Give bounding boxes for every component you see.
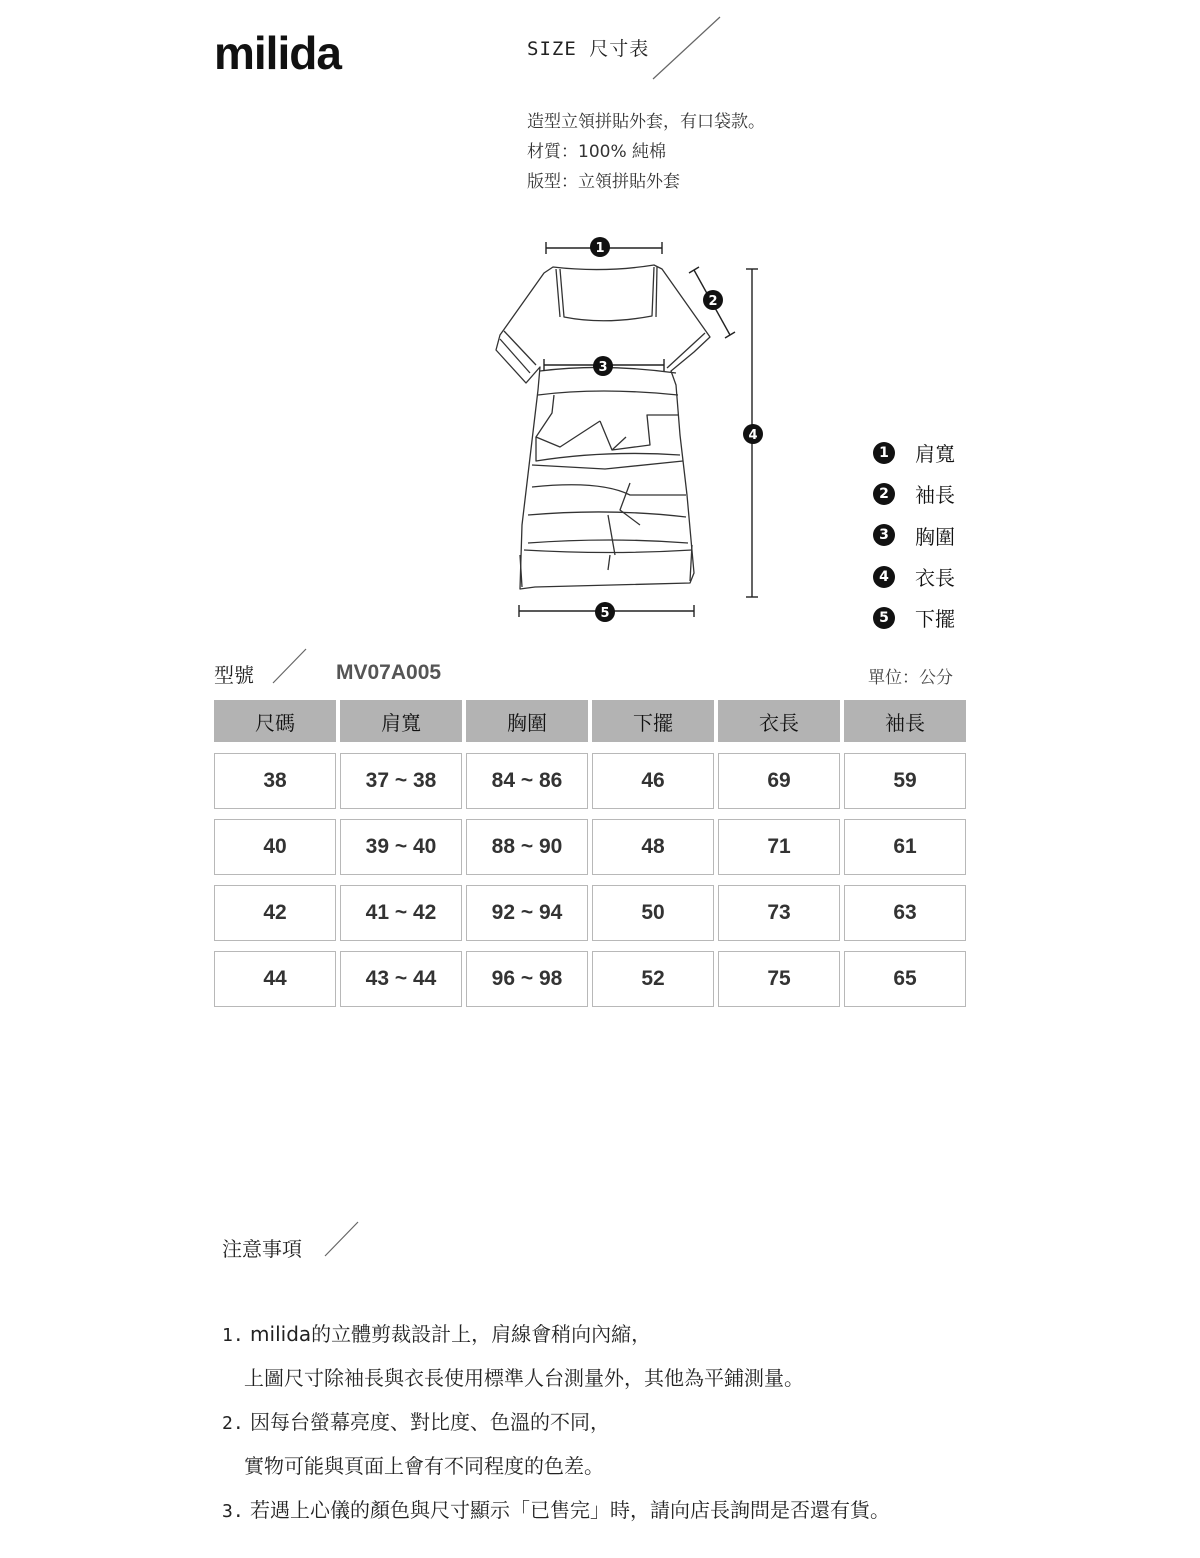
legend-label: 衣長: [915, 566, 955, 591]
svg-text:3: 3: [598, 360, 608, 375]
notes-title: 注意事項: [222, 1237, 302, 1261]
size-table: [214, 700, 966, 1010]
table-cell: 42: [214, 885, 336, 941]
table-cell: 71: [718, 819, 840, 875]
table-cell: 48: [592, 819, 714, 875]
table-cell: 88 ~ 90: [466, 819, 588, 875]
table-cell: 46: [592, 753, 714, 809]
model-code: MV07A005: [336, 661, 442, 684]
legend-item: [873, 432, 955, 473]
title-slash-divider: [650, 14, 725, 82]
description-line: 版型：立領拼貼外套: [527, 172, 680, 192]
table-header-cell: 胸圍: [466, 700, 588, 742]
notes-slash-divider: [322, 1219, 362, 1259]
legend-label: 袖長: [915, 483, 955, 508]
note-text: 因每台螢幕亮度、對比度、色溫的不同，: [250, 1410, 611, 1434]
note-line: [244, 1450, 604, 1479]
table-cell: 65: [844, 951, 966, 1007]
garment-diagram: [480, 225, 780, 635]
table-cell: 50: [592, 885, 714, 941]
diagram-marker-2: [703, 290, 723, 310]
legend-item: [873, 515, 955, 556]
table-cell: 63: [844, 885, 966, 941]
legend-number-badge: 3: [873, 524, 895, 546]
table-cell: 52: [592, 951, 714, 1007]
table-cell: 75: [718, 951, 840, 1007]
note-line: [244, 1362, 804, 1391]
note-text: 若遇上心儀的顏色與尺寸顯示「已售完」時，請向店長詢問是否還有貨。: [250, 1498, 891, 1522]
table-cell: 44: [214, 951, 336, 1007]
description-line: 材質：100% 純棉: [527, 142, 667, 162]
legend-number-badge: 1: [873, 442, 895, 464]
table-cell: 40: [214, 819, 336, 875]
table-header-cell: 袖長: [844, 700, 966, 742]
product-description: [527, 107, 765, 197]
size-chart-title: SIZE 尺寸表: [527, 38, 650, 60]
note-line: [222, 1494, 890, 1523]
table-header-cell: 衣長: [718, 700, 840, 742]
note-text: 實物可能與頁面上會有不同程度的色差。: [244, 1454, 604, 1478]
note-text: milida的立體剪裁設計上，肩線會稍向內縮，: [250, 1322, 652, 1346]
svg-text:1: 1: [595, 241, 605, 256]
note-number: 2.: [222, 1413, 244, 1434]
measurement-legend: [873, 432, 955, 638]
note-line: [222, 1406, 610, 1435]
table-cell: 69: [718, 753, 840, 809]
neckline: [560, 267, 654, 321]
table-cell: 39 ~ 40: [340, 819, 462, 875]
note-text: 上圖尺寸除袖長與衣長使用標準人台測量外，其他為平鋪測量。: [244, 1366, 804, 1390]
svg-text:4: 4: [748, 428, 758, 443]
table-cell: 41 ~ 42: [340, 885, 462, 941]
note-line: [222, 1318, 651, 1347]
legend-item: [873, 556, 955, 597]
table-cell: 84 ~ 86: [466, 753, 588, 809]
note-number: 1.: [222, 1325, 244, 1346]
legend-label: 肩寬: [915, 442, 955, 467]
legend-number-badge: 4: [873, 566, 895, 588]
table-cell: 59: [844, 753, 966, 809]
svg-text:5: 5: [600, 606, 610, 621]
legend-label: 下擺: [915, 607, 955, 632]
table-header-cell: 尺碼: [214, 700, 336, 742]
legend-label: 胸圍: [915, 524, 955, 549]
table-cell: 38: [214, 753, 336, 809]
legend-item: [873, 597, 955, 638]
diagram-marker-5: [595, 602, 615, 622]
diagram-marker-4: [743, 424, 763, 444]
model-slash-divider: [270, 646, 310, 686]
table-cell: 61: [844, 819, 966, 875]
description-line: 造型立領拼貼外套，有口袋款。: [527, 112, 765, 132]
table-cell: 92 ~ 94: [466, 885, 588, 941]
table-header-cell: 下擺: [592, 700, 714, 742]
note-number: 3.: [222, 1501, 244, 1522]
diagram-marker-3: [593, 356, 613, 376]
brand-logo: milida: [214, 27, 341, 79]
unit-label: 單位：公分: [868, 668, 953, 688]
svg-text:2: 2: [708, 294, 718, 309]
diagram-marker-1: [590, 237, 610, 257]
legend-number-badge: 2: [873, 483, 895, 505]
legend-number-badge: 5: [873, 607, 895, 629]
legend-item: [873, 473, 955, 514]
table-header-cell: 肩寬: [340, 700, 462, 742]
table-cell: 96 ~ 98: [466, 951, 588, 1007]
table-cell: 37 ~ 38: [340, 753, 462, 809]
table-cell: 43 ~ 44: [340, 951, 462, 1007]
notes-list: [222, 1318, 1182, 1522]
model-label: 型號: [214, 663, 254, 687]
table-cell: 73: [718, 885, 840, 941]
